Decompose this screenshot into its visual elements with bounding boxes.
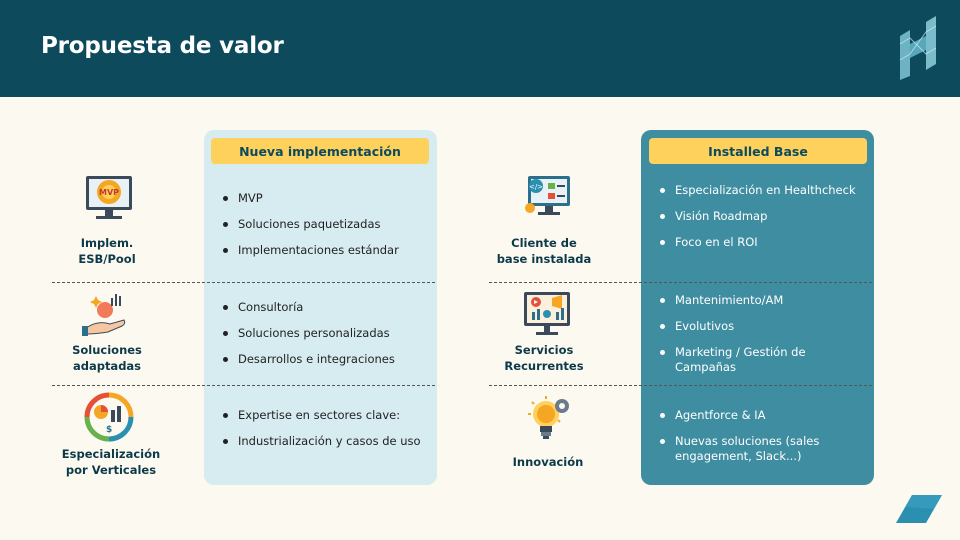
row-divider xyxy=(489,282,872,283)
bullet-item: Especialización en Healthcheck xyxy=(659,183,859,198)
page-title: Propuesta de valor xyxy=(41,33,284,59)
row-label-especializacion-verticales: Especialización por Verticales xyxy=(61,447,161,477)
bullet-item: MVP xyxy=(222,191,427,206)
bullet-item: Marketing / Gestión de Campañas xyxy=(659,345,859,375)
marketing-monitor-icon xyxy=(522,290,572,340)
row1-right-bullets xyxy=(659,183,859,261)
brand-logo-icon xyxy=(898,14,940,82)
row-label-innovacion: Innovación xyxy=(512,455,584,469)
row-divider xyxy=(52,282,435,283)
row3-right-bullets xyxy=(659,408,859,475)
lightbulb-gear-icon xyxy=(524,394,574,444)
row3-left-bullets xyxy=(222,408,427,460)
row1-left-bullets xyxy=(222,191,427,269)
bullet-item: Foco en el ROI xyxy=(659,235,859,250)
bullet-item: Soluciones personalizadas xyxy=(222,326,427,341)
row-label-soluciones-adaptadas: Soluciones adaptadas xyxy=(72,343,142,373)
row2-right-bullets xyxy=(659,293,859,386)
bullet-item: Desarrollos e integraciones xyxy=(222,352,427,367)
bullet-item: Consultoría xyxy=(222,300,427,315)
row-label-servicios-recurrentes: Servicios Recurrentes xyxy=(504,343,584,373)
row2-left-bullets xyxy=(222,300,427,378)
svg-text:$: $ xyxy=(106,425,113,435)
installed-base-title: Installed Base xyxy=(649,138,867,164)
bullet-item: Nuevas soluciones (sales engagement, Slack...) xyxy=(659,434,859,464)
analytics-cycle-icon xyxy=(84,392,134,442)
corner-decoration-icon xyxy=(896,495,942,523)
mvp-monitor-icon xyxy=(84,172,134,222)
hand-sparkle-icon xyxy=(80,290,130,340)
code-dashboard-icon xyxy=(522,172,572,222)
bullet-item: Implementaciones estándar xyxy=(222,243,427,258)
row-label-cliente-base-instalada: Cliente de base instalada xyxy=(496,236,592,266)
bullet-item: Mantenimiento/AM xyxy=(659,293,859,308)
svg-text:</>: </> xyxy=(528,183,544,191)
bullet-item: Soluciones paquetizadas xyxy=(222,217,427,232)
bullet-item: Evolutivos xyxy=(659,319,859,334)
svg-text:MVP: MVP xyxy=(98,188,120,197)
row-label-implem-esb: Implem. ESB/Pool xyxy=(78,236,136,266)
row-divider xyxy=(52,385,435,386)
bullet-item: Industrialización y casos de uso xyxy=(222,434,427,449)
bullet-item: Expertise en sectores clave: xyxy=(222,408,427,423)
nueva-implementacion-title: Nueva implementación xyxy=(211,138,429,164)
bullet-item: Agentforce & IA xyxy=(659,408,859,423)
bullet-item: Visión Roadmap xyxy=(659,209,859,224)
